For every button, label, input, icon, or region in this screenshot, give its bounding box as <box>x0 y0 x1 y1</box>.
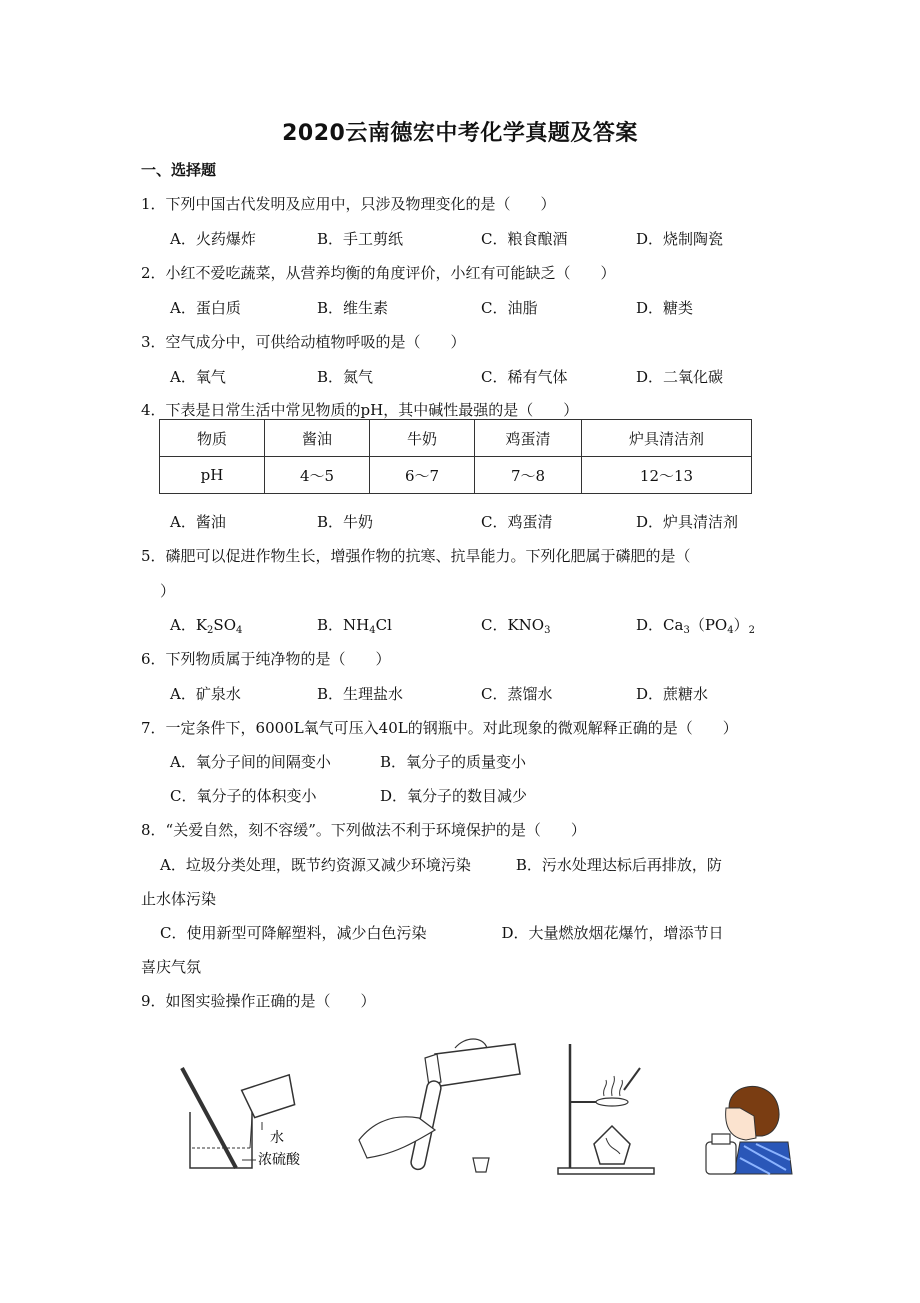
subscript: 4 <box>727 625 734 636</box>
hand-top <box>455 1039 487 1048</box>
table-cell: 12～13 <box>582 457 752 494</box>
q1-option-b[interactable]: B．手工剪纸 <box>317 230 404 248</box>
question-5-stem-cont: ） <box>160 582 176 600</box>
alcohol-lamp <box>594 1126 630 1164</box>
q8-line-3: C．使用新型可降解塑料，减少白色污染 D．大量燃放烟花爆竹，增添节日 <box>160 924 724 942</box>
ph-table <box>159 419 752 494</box>
q7-option-d[interactable]: D．氧分子的数目减少 <box>380 787 528 805</box>
question-7-stem: 7．一定条件下，6000L氧气可压入40L的钢瓶中。对此现象的微观解释正确的是（ ） <box>141 719 738 737</box>
q5-option-b[interactable] <box>317 614 392 636</box>
table-header-cell: 牛奶 <box>370 420 475 457</box>
table-header-cell: 鸡蛋清 <box>475 420 582 457</box>
q2-option-a[interactable]: A．蛋白质 <box>170 299 241 317</box>
pouring-liquid-figure <box>355 1030 525 1180</box>
dilution-figure <box>170 1060 320 1180</box>
q3-option-c[interactable]: C．稀有气体 <box>481 368 568 386</box>
smelling-figure <box>700 1072 795 1177</box>
option-label: B．NH <box>317 616 370 634</box>
table-row <box>160 457 752 494</box>
section-heading: 一、选择题 <box>141 161 217 179</box>
bottle-stopper <box>473 1158 489 1172</box>
formula-part: （PO <box>689 616 728 634</box>
subscript: 2 <box>748 625 755 636</box>
q2-option-d[interactable]: D．糖类 <box>636 299 694 317</box>
subscript: 2 <box>207 625 214 636</box>
table-header-cell: 物质 <box>160 420 265 457</box>
question-4-stem: 4．下表是日常生活中常见物质的pH，其中碱性最强的是（ ） <box>141 401 579 419</box>
evaporating-dish <box>596 1098 628 1106</box>
q2-option-b[interactable]: B．维生素 <box>317 299 389 317</box>
option-label: A．K <box>170 616 208 634</box>
water-label: 水 <box>270 1130 284 1146</box>
glass-rod <box>624 1068 640 1090</box>
subscript: 3 <box>544 625 551 636</box>
q6-option-c[interactable]: C．蒸馏水 <box>481 685 553 703</box>
q5-option-c[interactable] <box>481 614 550 636</box>
reagent-bottle <box>435 1044 520 1086</box>
q8-line-4: 喜庆气氛 <box>141 958 202 976</box>
q6-option-b[interactable]: B．生理盐水 <box>317 685 404 703</box>
page-title: 2020云南德宏中考化学真题及答案 <box>282 121 638 146</box>
table-cell: 7～8 <box>475 457 582 494</box>
question-1-stem: 1．下列中国古代发明及应用中，只涉及物理变化的是（ ） <box>141 195 556 213</box>
table-cell: 4～5 <box>265 457 370 494</box>
q6-option-d[interactable]: D．蔗糖水 <box>636 685 709 703</box>
q7-option-a[interactable]: A．氧分子间的间隔变小 <box>170 753 331 771</box>
q5-option-d[interactable] <box>636 614 755 636</box>
option-label: D．Ca <box>636 616 684 634</box>
q4-option-d[interactable]: D．炉具清洁剂 <box>636 513 739 531</box>
q7-option-b[interactable]: B．氧分子的质量变小 <box>380 753 527 771</box>
question-5-stem: 5．磷肥可以促进作物生长，增强作物的抗寒、抗旱能力。下列化肥属于磷肥的是（ <box>141 547 691 565</box>
q3-option-d[interactable]: D．二氧化碳 <box>636 368 724 386</box>
subscript: 4 <box>369 625 376 636</box>
q8-line-2: 止水体污染 <box>141 890 217 908</box>
table-header-cell: 酱油 <box>265 420 370 457</box>
table-header-cell: 炉具清洁剂 <box>582 420 752 457</box>
q1-option-a[interactable]: A．火药爆炸 <box>170 230 256 248</box>
question-8-stem: 8．“关爱自然，刻不容缓”。下列做法不利于环境保护的是（ ） <box>141 821 586 839</box>
q4-option-a[interactable]: A．酱油 <box>170 513 226 531</box>
q4-option-c[interactable]: C．鸡蛋清 <box>481 513 553 531</box>
formula-part: SO <box>213 616 236 634</box>
question-9-stem: 9．如图实验操作正确的是（ ） <box>141 992 376 1010</box>
q1-option-c[interactable]: C．粮食酿酒 <box>481 230 568 248</box>
q5-option-a[interactable] <box>170 614 242 636</box>
table-row <box>160 420 752 457</box>
question-2-stem: 2．小红不爱吃蔬菜，从营养均衡的角度评价，小红有可能缺乏（ ） <box>141 264 616 282</box>
formula-part: Cl <box>375 616 392 634</box>
pouring-beaker <box>242 1075 299 1119</box>
q6-option-a[interactable]: A．矿泉水 <box>170 685 241 703</box>
table-cell: pH <box>160 457 265 494</box>
q1-option-d[interactable]: D．烧制陶瓷 <box>636 230 724 248</box>
q4-option-b[interactable]: B．牛奶 <box>317 513 374 531</box>
acid-label: 浓硫酸 <box>258 1152 300 1168</box>
subscript: 4 <box>236 625 243 636</box>
option-label: C．KNO <box>481 616 545 634</box>
table-cell: 6～7 <box>370 457 475 494</box>
q7-option-c[interactable]: C．氧分子的体积变小 <box>170 787 317 805</box>
q2-option-c[interactable]: C．油脂 <box>481 299 538 317</box>
gas-bottle <box>706 1142 736 1174</box>
subscript: 3 <box>683 625 690 636</box>
q3-option-a[interactable]: A．氧气 <box>170 368 226 386</box>
formula-part: ） <box>733 616 749 634</box>
question-6-stem: 6．下列物质属于纯净物的是（ ） <box>141 650 391 668</box>
q8-line-1: A．垃圾分类处理，既节约资源又减少环境污染 B．污水处理达标后再排放，防 <box>160 856 722 874</box>
heating-figure <box>550 1040 660 1180</box>
question-3-stem: 3．空气成分中，可供给动植物呼吸的是（ ） <box>141 333 466 351</box>
q3-option-b[interactable]: B．氮气 <box>317 368 374 386</box>
